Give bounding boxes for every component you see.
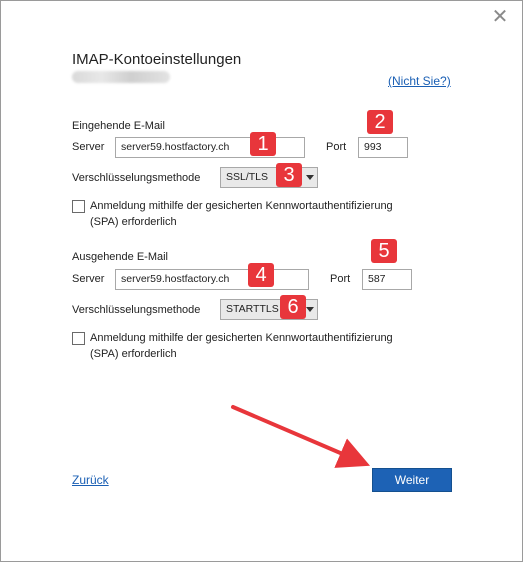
annotation-badge-3: 3 — [276, 163, 302, 187]
outgoing-spa-label-line2: (SPA) erforderlich — [90, 348, 177, 360]
incoming-server-label: Server — [72, 141, 105, 153]
annotation-badge-5: 5 — [371, 239, 397, 263]
back-link[interactable]: Zurück — [72, 473, 109, 487]
incoming-port-input[interactable]: 993 — [358, 137, 408, 158]
outgoing-server-input[interactable]: server59.hostfactory.ch — [115, 269, 309, 290]
incoming-section-label: Eingehende E-Mail — [72, 120, 165, 132]
chevron-down-icon — [306, 175, 314, 180]
outgoing-port-input[interactable]: 587 — [362, 269, 412, 290]
close-icon[interactable]: ✕ — [491, 6, 509, 28]
annotation-badge-6: 6 — [280, 295, 306, 319]
next-button[interactable]: Weiter — [372, 468, 452, 492]
outgoing-spa-label-line1: Anmeldung mithilfe der gesicherten Kennwortauthentifizierung — [90, 332, 393, 344]
outgoing-port-label: Port — [330, 273, 351, 285]
incoming-encryption-value: SSL/TLS — [226, 171, 269, 183]
outgoing-server-label: Server — [72, 273, 105, 285]
not-you-link[interactable]: (Nicht Sie?) — [388, 74, 451, 88]
annotation-badge-1: 1 — [250, 132, 276, 156]
incoming-encryption-select[interactable] — [220, 167, 318, 188]
annotation-badge-4: 4 — [248, 263, 274, 287]
incoming-spa-label-line2: (SPA) erforderlich — [90, 216, 177, 228]
incoming-server-input[interactable]: server59.hostfactory.ch — [115, 137, 305, 158]
outgoing-encryption-value: STARTTLS — [226, 303, 279, 315]
outgoing-encryption-label: Verschlüsselungsmethode — [72, 304, 201, 316]
blurred-email-address — [72, 71, 170, 83]
annotation-badge-2: 2 — [367, 110, 393, 134]
dialog-title: IMAP-Kontoeinstellungen — [72, 51, 242, 68]
incoming-port-label: Port — [326, 141, 347, 153]
incoming-encryption-label: Verschlüsselungsmethode — [72, 172, 201, 184]
incoming-spa-checkbox[interactable] — [72, 200, 85, 213]
incoming-spa-label-line1: Anmeldung mithilfe der gesicherten Kennwortauthentifizierung — [90, 200, 393, 212]
chevron-down-icon — [306, 307, 314, 312]
outgoing-section-label: Ausgehende E-Mail — [72, 251, 169, 263]
outgoing-spa-checkbox[interactable] — [72, 332, 85, 345]
